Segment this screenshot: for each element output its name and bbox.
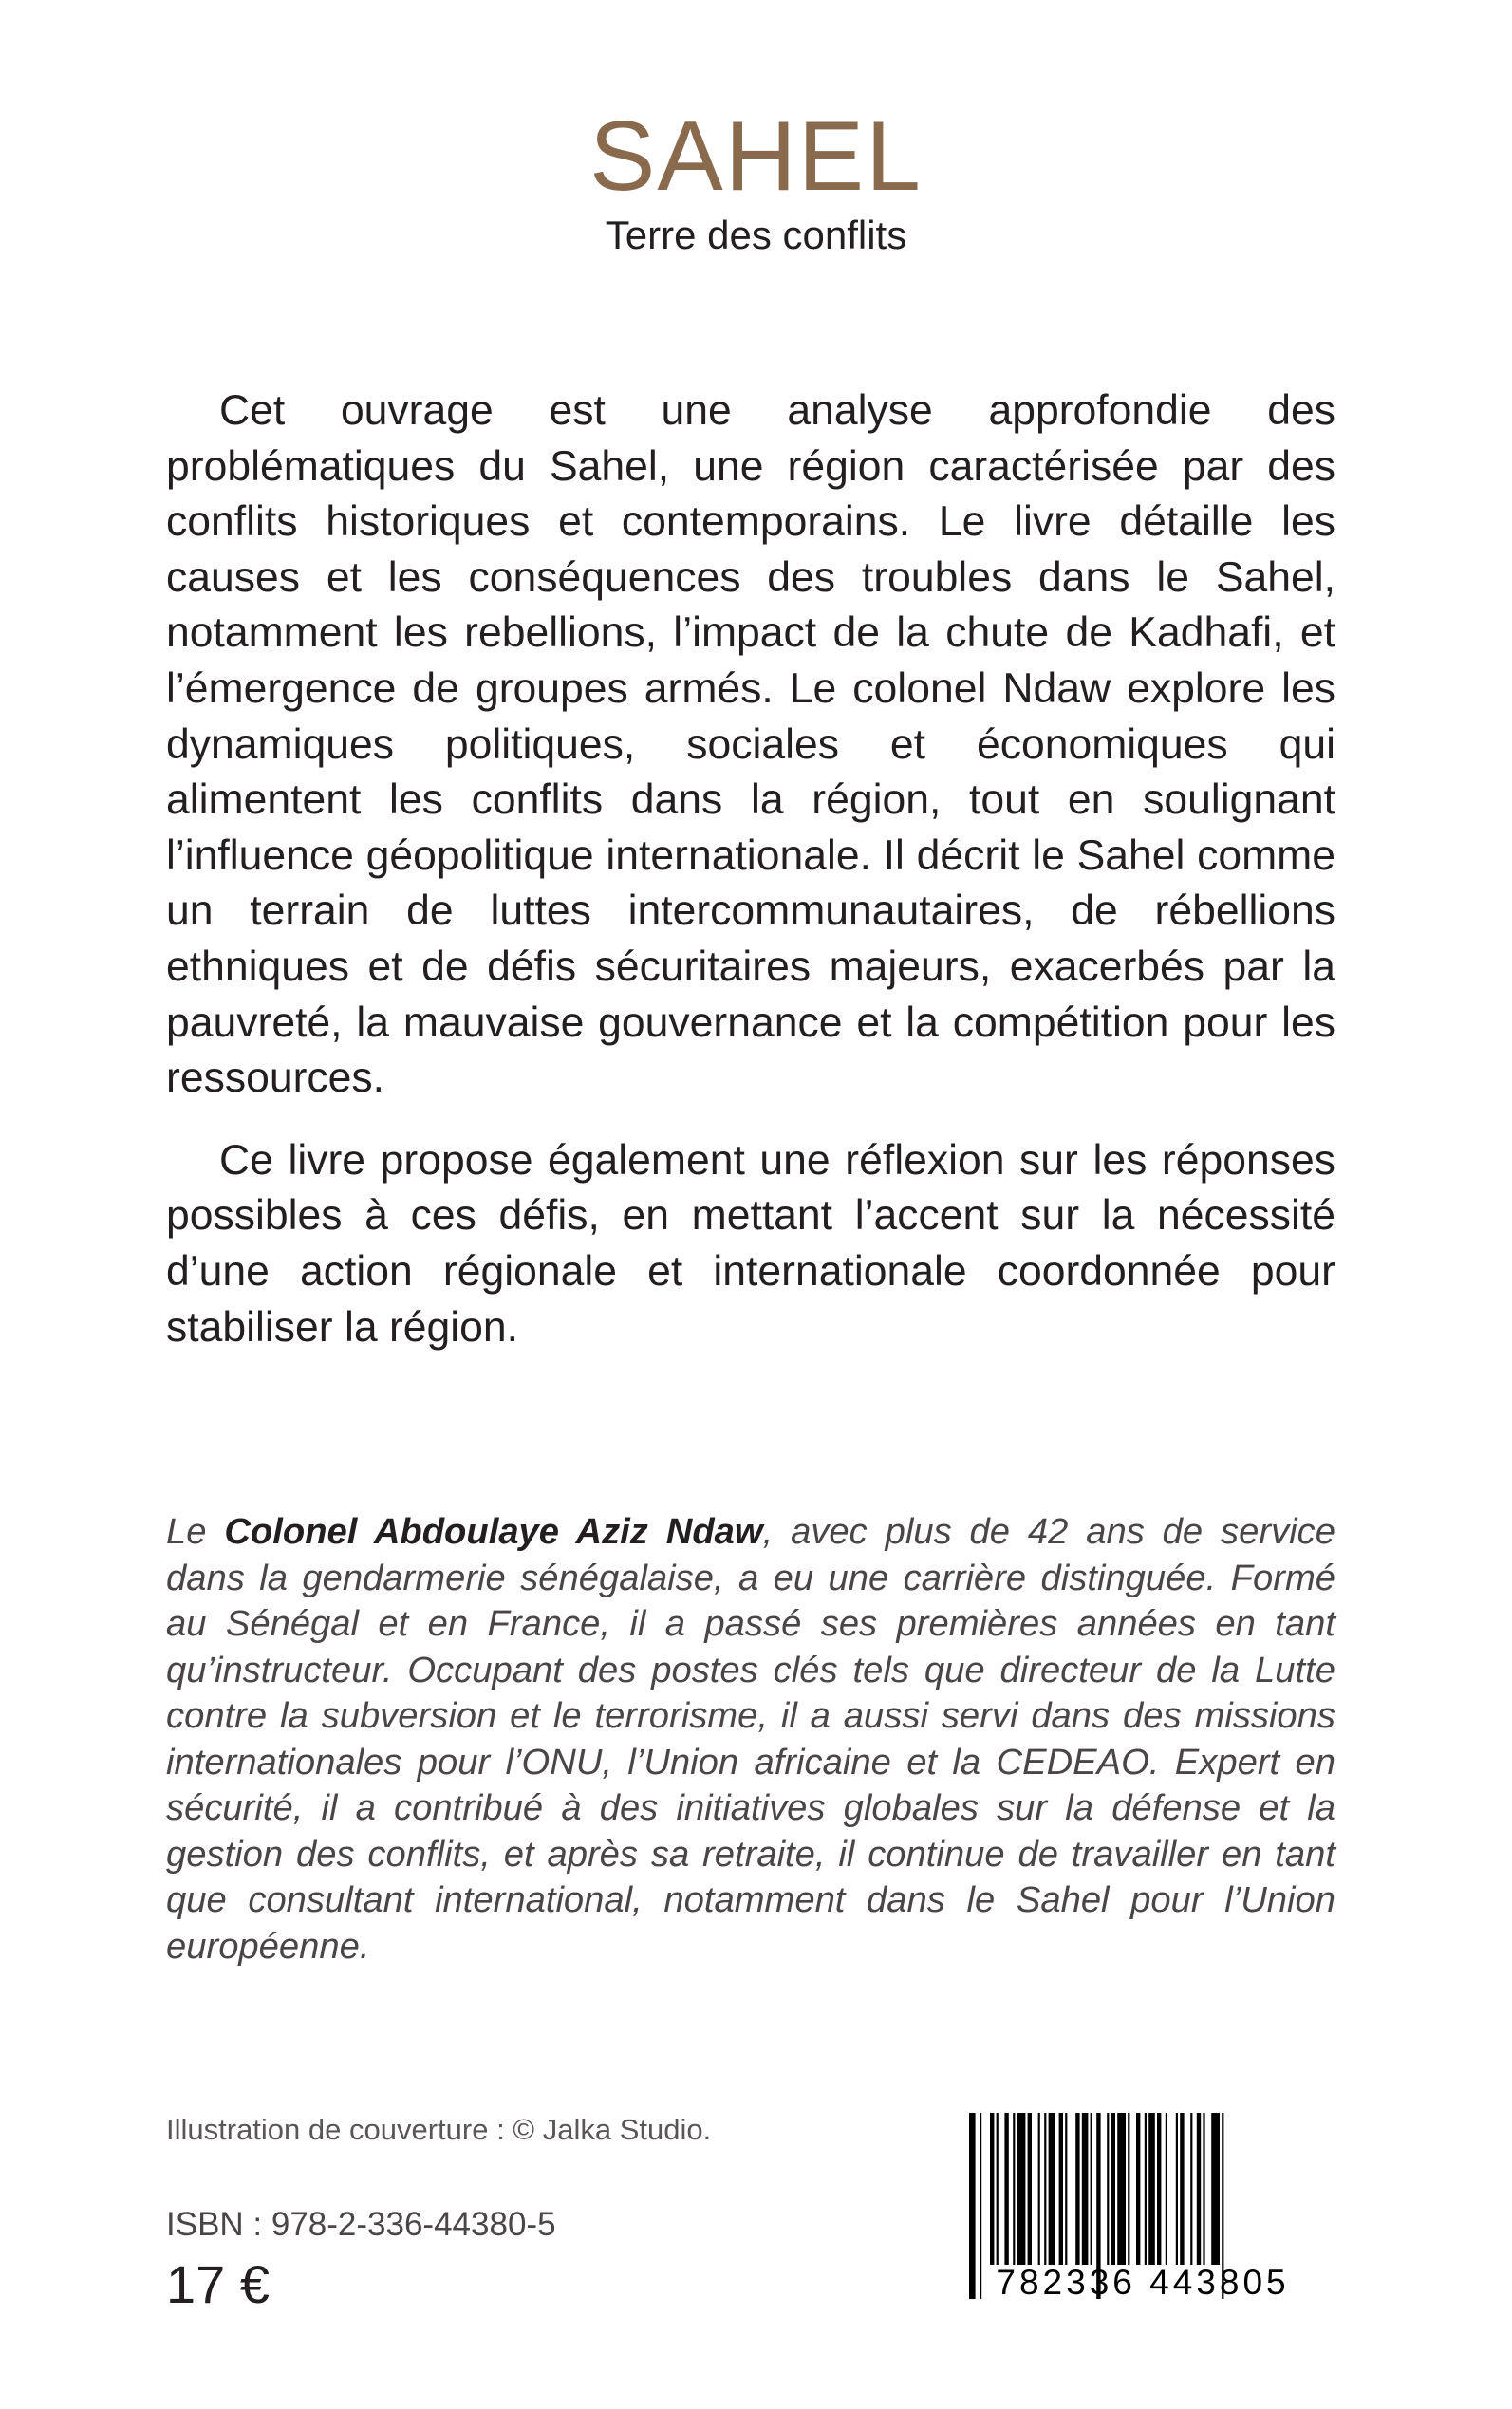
barcode-bar — [1166, 2113, 1167, 2265]
book-title: SAHEL — [588, 102, 924, 212]
barcode-bar — [997, 2113, 999, 2265]
barcode-bar — [990, 2113, 994, 2265]
author-bio-text: , avec plus de 42 ans de service dans la gendarmerie sénégalaise, a eu une carrière distinguée. Formé au Sénégal et en France, il a passé ses premières années en tant qu’instructeur. Occupant des postes clés tels que directeur de la Lutte contre la subversion et le terrorisme, il a aussi servi dans des missions internationales pour l’ONU, l’Union africaine et la CEDEAO. Expert en sécurité, il a contribué à des initiatives globales sur la défense et la gestion des conflits, et après sa retraite, il continue de travailler en tant que consultant international, notamment dans le Sahel pour l’Union européenne. — [166, 1511, 1335, 1967]
barcode-bar — [1148, 2113, 1155, 2265]
barcode-bar — [1190, 2113, 1192, 2265]
barcode-bar — [1111, 2113, 1115, 2265]
barcode-bar — [1082, 2113, 1089, 2265]
barcode-bar — [1044, 2113, 1046, 2265]
description-paragraph-2: Ce livre propose également une réflexion sur les réponses possibles à ces défis, en mettant l’accent sur la nécessité d’une action régionale et internationale coordonnée pour stabiliser la région. — [166, 1136, 1335, 1351]
barcode-bar — [1136, 2113, 1140, 2265]
price: 17 € — [166, 2254, 270, 2314]
author-bio — [166, 1509, 1335, 1970]
illustration-credit: Illustration de couverture : © Jalka Studio. — [166, 2113, 712, 2146]
barcode-bar — [1197, 2113, 1201, 2265]
author-bio-prefix: Le — [166, 1511, 225, 1552]
barcode-bar — [1157, 2113, 1161, 2265]
author-name: Colonel Abdoulaye Aziz Ndaw — [224, 1511, 763, 1552]
barcode-bar — [1059, 2113, 1063, 2265]
barcode-bar — [1004, 2113, 1008, 2265]
barcode-bar — [1128, 2113, 1129, 2265]
barcode-bar — [1203, 2113, 1204, 2265]
barcode-bar — [1038, 2113, 1040, 2265]
barcode-bar — [1145, 2113, 1147, 2265]
author-bio-paragraph — [166, 1509, 1335, 1970]
barcode-bar — [1091, 2113, 1092, 2265]
description-paragraph-1: Cet ouvrage est une analyse approfondie des problématiques du Sahel, une région caractérisée par des conflits historiques et contemporains. Le livre détaille les causes et les conséquences des troubles dans le Sahel, notamment les rebellions, l’impact de la chute de Kadhafi, et l’émergence de groupes armés. Le colonel Ndaw explore les dynamiques politiques, sociales et économiques qui alimentent les conflits dans la région, tout en soulignant l’influence géopolitique internationale. Il décrit le Sahel comme un terrain de luttes intercommunautaires, de rébellions ethniques et de défis sécuritaires majeurs, exacerbés par la pauvreté, la mauvaise gouvernance et la compétition pour les ressources. — [166, 387, 1335, 1102]
barcode-bar — [1017, 2113, 1026, 2265]
barcode-digits: 782336 443805 — [996, 2263, 1290, 2302]
barcode-bar — [1013, 2113, 1015, 2265]
barcode-bar — [1107, 2113, 1109, 2265]
book-subtitle: Terre des conflits — [605, 213, 907, 257]
barcode-bar — [1117, 2113, 1126, 2265]
barcode-bar — [1065, 2113, 1067, 2265]
book-description — [166, 383, 1335, 1382]
isbn-text: ISBN : 978-2-336-44380-5 — [166, 2206, 556, 2243]
barcode-bar — [1180, 2113, 1184, 2265]
barcode — [961, 2105, 1324, 2303]
barcode-bar — [1075, 2113, 1079, 2265]
barcode-bar — [1211, 2113, 1220, 2265]
barcode-bar — [1028, 2113, 1032, 2265]
barcode-bar — [1049, 2113, 1055, 2265]
barcode-bar — [1176, 2113, 1178, 2265]
